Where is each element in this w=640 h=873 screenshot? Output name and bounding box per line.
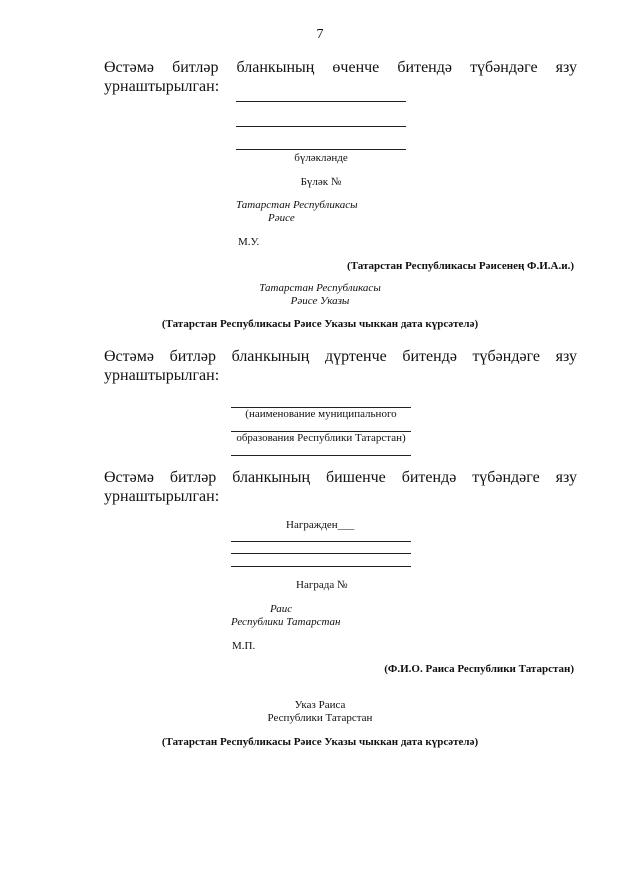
section-1-paragraph-line-1: Өстәмә битләр бланкының өченче битендә түбәндәге язу [104, 59, 577, 76]
decree-line-2: Республики Татарстан [267, 712, 373, 724]
fio-caption: (Ф.И.О. Раиса Республики Татарстан) [384, 663, 574, 675]
seal-label: М.П. [232, 640, 256, 652]
section-2-paragraph [104, 347, 577, 385]
section-3-paragraph [104, 468, 577, 506]
blank-line [236, 126, 406, 127]
signatory-line-2: Республики Татарстан [231, 616, 341, 628]
fio-caption: (Татарстан Республикасы Рәисенең Ф.И.А.и.) [347, 260, 574, 272]
blank-line [236, 149, 406, 150]
decree-line-2: Рәисе Указы [290, 295, 350, 307]
section-3-paragraph-line-2: урнаштырылган: [104, 488, 220, 505]
decree-date-caption: (Татарстан Республикасы Рәисе Указы чыккан дата күрсәтелә) [161, 736, 479, 748]
section-1-paragraph [104, 58, 577, 96]
municipality-caption-line-2: образования Республики Татарстан) [236, 432, 406, 444]
signatory-line-1: Раис [270, 603, 293, 615]
decree-line-1: Татарстан Республикасы [259, 282, 381, 294]
blank-line [231, 566, 411, 567]
blank-line [231, 553, 411, 554]
blank-line [236, 101, 406, 102]
page-number: 7 [316, 27, 324, 42]
section-1-paragraph-line-2: урнаштырылган: [104, 78, 220, 95]
signatory-line-2: Рәисе [268, 212, 295, 224]
municipality-caption-line-1: (наименование муниципального [245, 408, 397, 420]
blank-line [231, 455, 411, 456]
section-2-paragraph-line-2: урнаштырылган: [104, 367, 220, 384]
awarded-label: бүләкләнде [294, 152, 348, 164]
blank-line [231, 541, 411, 542]
decree-line-1: Указ Раиса [294, 699, 346, 711]
seal-label: М.У. [238, 236, 260, 248]
awarded-label: Награжден___ [286, 519, 355, 531]
award-number-label: Награда № [296, 579, 348, 591]
award-number-label: Бүләк № [300, 176, 342, 188]
signatory-line-1: Татарстан Республикасы [236, 199, 358, 211]
section-3-paragraph-line-1: Өстәмә битләр бланкының бишенче битендә түбәндәге язу [104, 469, 577, 486]
section-2-paragraph-line-1: Өстәмә битләр бланкының дүртенче битендә түбәндәге язу [104, 348, 577, 365]
decree-date-caption: (Татарстан Республикасы Рәисе Указы чыккан дата күрсәтелә) [161, 318, 479, 330]
